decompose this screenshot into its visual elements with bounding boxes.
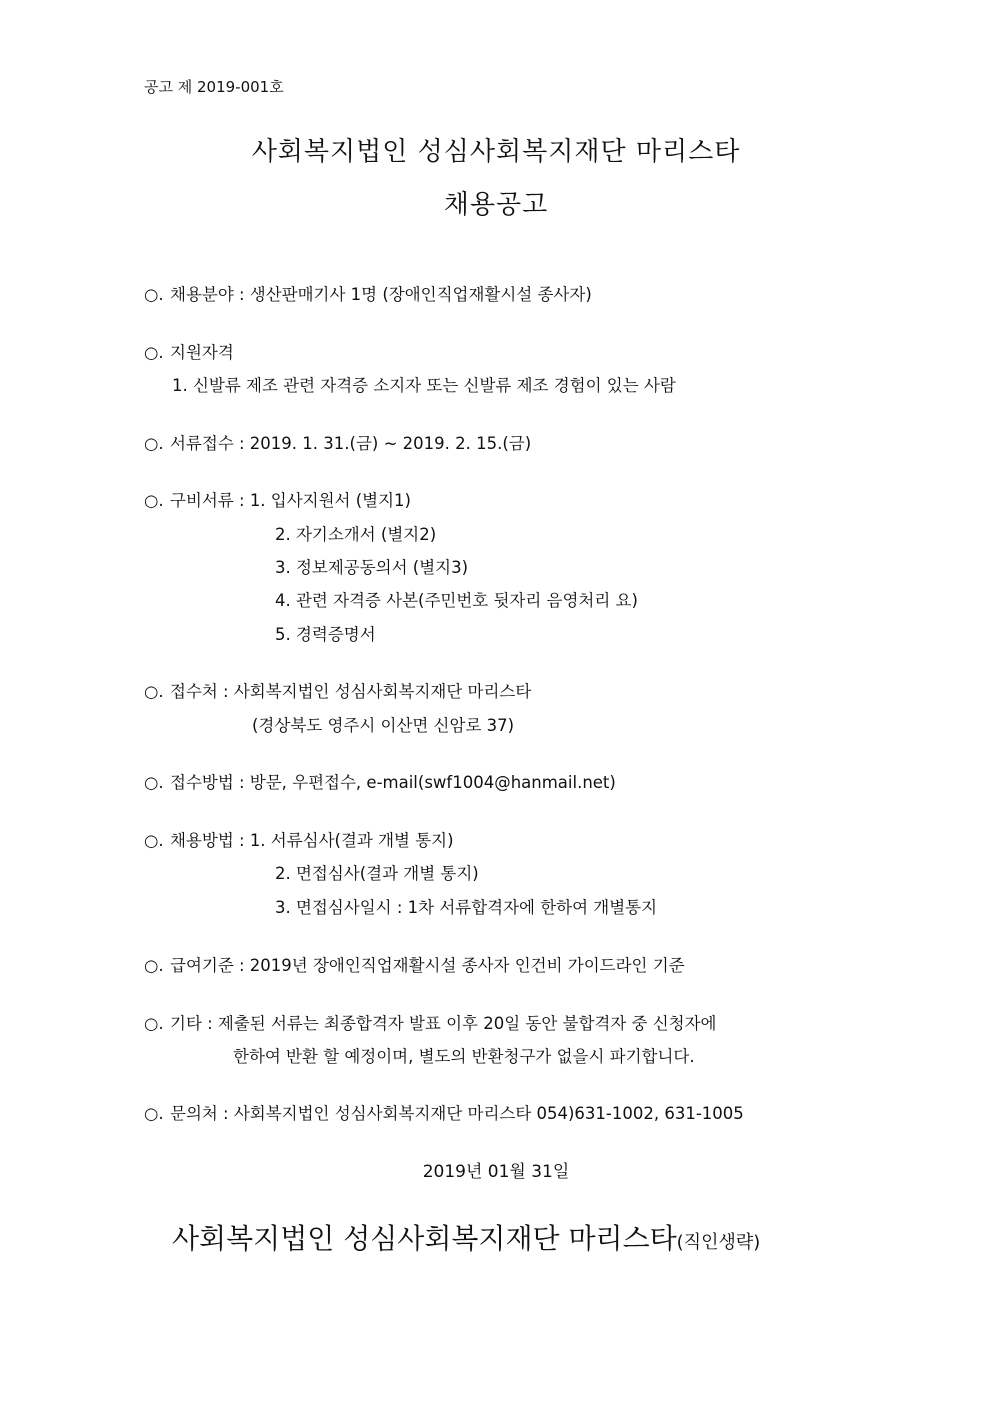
section-required-docs — [144, 487, 411, 511]
announcement-date: 2019년 01월 31일 — [422, 1162, 570, 1182]
section-etc — [144, 1010, 716, 1034]
page-subtitle: 채용공고 — [443, 190, 549, 220]
reception-method-text: 접수방법 : 방문, 우편접수, e-mail(swf1004@hanmail.net) — [170, 773, 616, 792]
required-doc-item: 5. 경력증명서 — [275, 625, 376, 644]
bullet: ○. — [144, 285, 164, 304]
required-docs-label: 구비서류 : — [170, 491, 250, 510]
bullet: ○. — [144, 434, 164, 453]
section-salary — [144, 952, 685, 976]
required-doc-item: 3. 정보제공동의서 (별지3) — [275, 558, 469, 577]
required-doc-item: 4. 관련 자격증 사본(주민번호 뒷자리 음영처리 요) — [275, 591, 638, 610]
salary-text: 급여기준 : 2019년 장애인직업재활시설 종사자 인건비 가이드라인 기준 — [170, 956, 685, 975]
required-doc-item: 1. 입사지원서 (별지1) — [249, 491, 411, 510]
qualification-label: 지원자격 — [170, 343, 234, 362]
hiring-step-item: 2. 면접심사(결과 개별 통지) — [275, 864, 479, 883]
qualification-item: 1. 신발류 제조 관련 자격증 소지자 또는 신발류 제조 경험이 있는 사람 — [172, 376, 676, 395]
hiring-step-item: 1. 서류심사(결과 개별 통지) — [249, 831, 454, 850]
bullet: ○. — [144, 491, 164, 510]
bullet: ○. — [144, 956, 164, 975]
etc-continuation: 한하여 반환 할 예정이며, 별도의 반환청구가 없을시 파기합니다. — [233, 1047, 695, 1066]
etc-text: 기타 : 제출된 서류는 최종합격자 발표 이후 20일 동안 불합격자 중 신청자에 — [170, 1014, 717, 1033]
seal-omitted-note: (직인생략) — [676, 1232, 761, 1253]
bullet: ○. — [144, 1104, 164, 1123]
hiring-method-label: 채용방법 : — [170, 831, 250, 850]
organization-name: 사회복지법인 성심사회복지재단 마리스타 — [172, 1222, 677, 1255]
reception-place-text: 접수처 : 사회복지법인 성심사회복지재단 마리스타 — [170, 682, 532, 701]
bullet: ○. — [144, 343, 164, 362]
contact-text: 문의처 : 사회복지법인 성심사회복지재단 마리스타 054)631-1002, 631-1005 — [170, 1104, 744, 1123]
section-qualification — [144, 339, 234, 363]
section-reception-method — [144, 769, 616, 793]
hiring-step-item: 3. 면접심사일시 : 1차 서류합격자에 한하여 개별통지 — [275, 898, 658, 917]
reception-period-text: 서류접수 : 2019. 1. 31.(금) ~ 2019. 2. 15.(금) — [170, 434, 532, 453]
page-title: 사회복지법인 성심사회복지재단 마리스타 — [251, 137, 741, 167]
organization-signature — [172, 1217, 760, 1257]
section-reception-place — [144, 678, 531, 702]
bullet: ○. — [144, 831, 164, 850]
bullet: ○. — [144, 773, 164, 792]
bullet: ○. — [144, 1014, 164, 1033]
document-number: 공고 제 2019-001호 — [144, 78, 284, 96]
required-doc-item: 2. 자기소개서 (별지2) — [275, 525, 437, 544]
section-hiring-method — [144, 827, 454, 851]
section-reception-period — [144, 430, 531, 454]
section-recruit-field — [144, 281, 592, 305]
bullet: ○. — [144, 682, 164, 701]
section-contact — [144, 1100, 744, 1124]
recruit-field-text: 채용분야 : 생산판매기사 1명 (장애인직업재활시설 종사자) — [170, 285, 592, 304]
reception-address: (경상북도 영주시 이산면 신암로 37) — [252, 716, 515, 735]
